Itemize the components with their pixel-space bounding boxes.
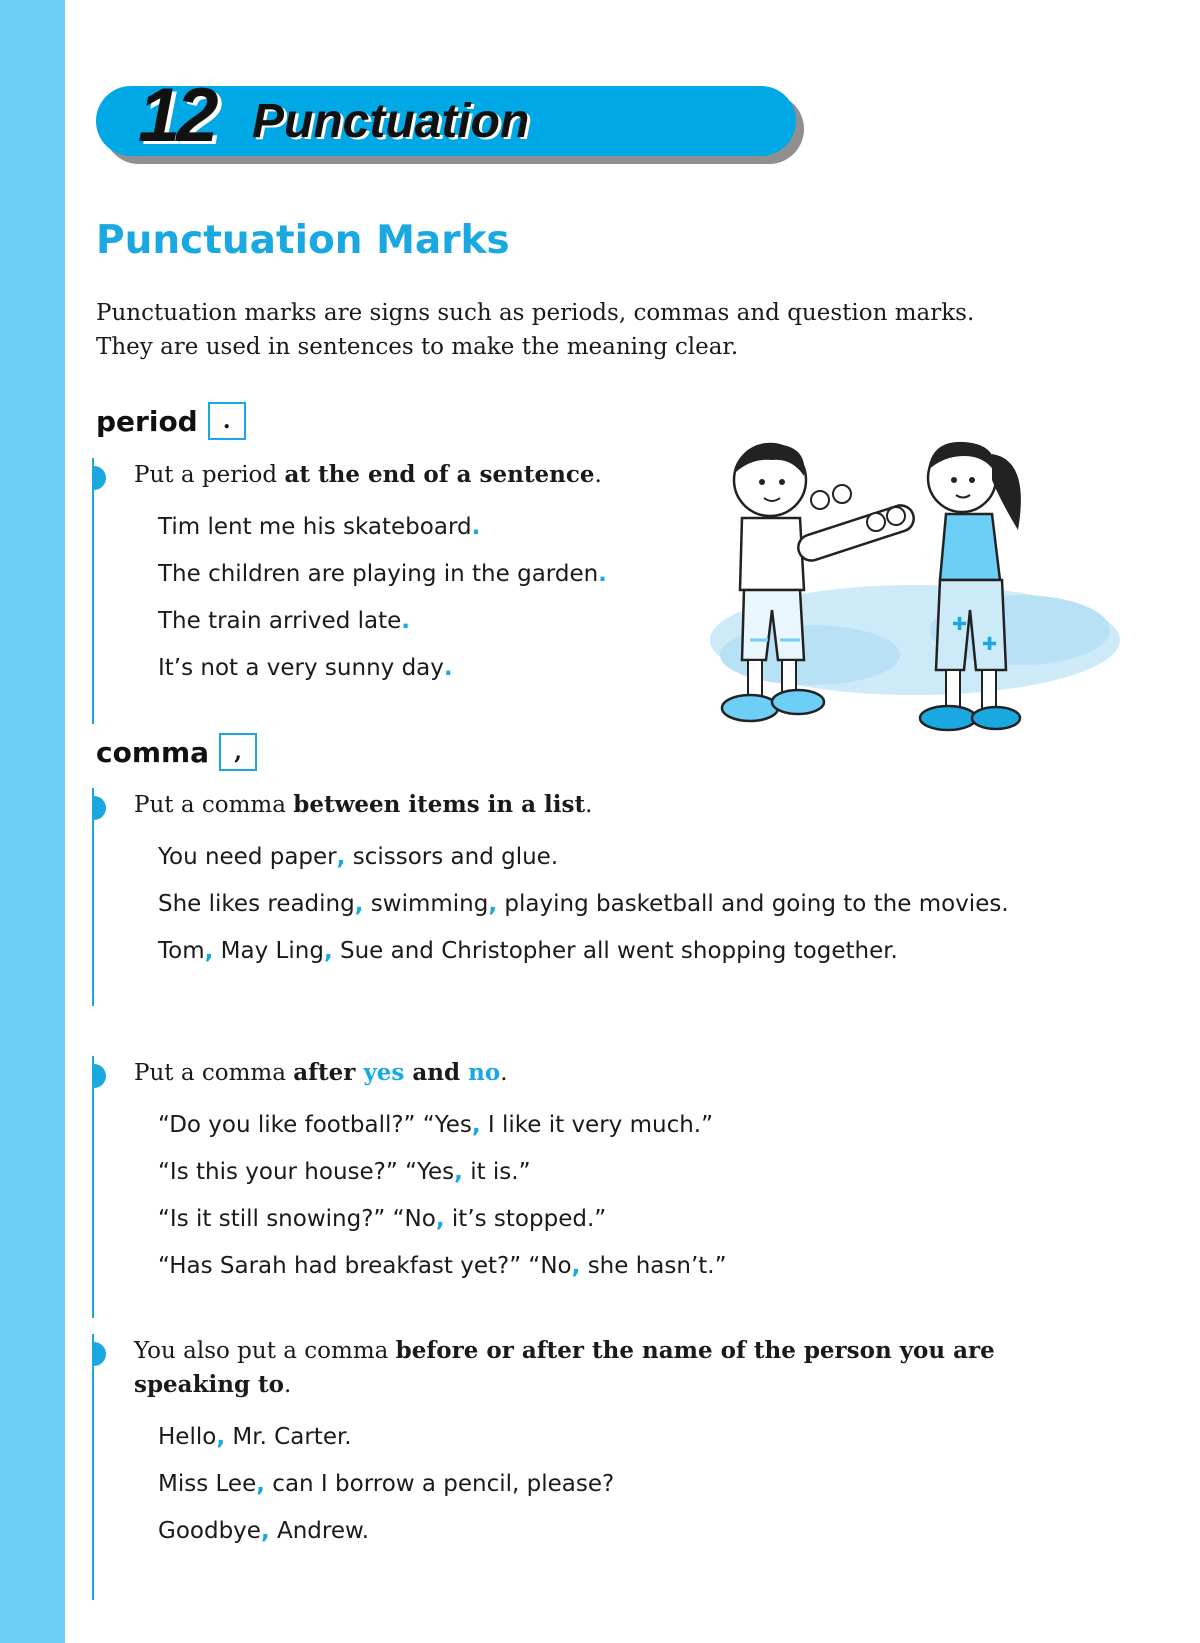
rule-marker [92,1342,106,1366]
period-examples [158,510,607,698]
period-rule-text: Put a period at the end of a sentence. [134,461,602,488]
comma-symbol-box: , [219,733,257,771]
comma-yes-no-examples [158,1108,727,1296]
svg-text:✚: ✚ [982,634,998,655]
rule-marker [92,466,106,490]
period-heading [96,402,246,440]
period-heading-word: period [96,404,198,438]
side-color-band [0,0,65,1643]
chapter-number: 12 [138,73,215,158]
comma-heading [96,733,257,771]
svg-text:✚: ✚ [952,614,968,635]
comma-rule-yes-no-block [92,1056,727,1318]
rule-marker [92,796,106,820]
example-sentence: Miss Lee, can I borrow a pencil, please? [158,1471,615,1497]
period-rule-block [92,458,607,724]
intro-paragraph [96,296,1096,364]
example-sentence: It’s not a very sunny day. [158,655,453,681]
example-sentence: The train arrived late. [158,608,411,634]
example-sentence: You need paper, scissors and glue. [158,844,559,870]
chapter-title: Punctuation [252,95,530,148]
children-skateboard-illustration [700,440,1120,785]
example-sentence: Tom, May Ling, Sue and Christopher all went shopping together. [158,938,898,964]
example-sentence: The children are playing in the garden. [158,561,607,587]
example-sentence: Goodbye, Andrew. [158,1518,370,1544]
example-sentence: “Is it still snowing?” “No, it’s stopped.” [158,1206,607,1232]
comma-rule-name-text: You also put a comma before or after the name of the person you are speaking to. [134,1337,995,1398]
comma-name-examples [158,1420,995,1561]
comma-rule-yes-no-text: Put a comma after yes and no. [134,1059,508,1086]
chapter-banner [96,73,804,164]
comma-rule-list-block [92,788,1009,1006]
example-sentence: “Do you like football?” “Yes, I like it very much.” [158,1112,714,1138]
comma-rule-name-block [92,1334,995,1600]
example-sentence: Tim lent me his skateboard. [158,514,481,540]
rule-marker [92,1064,106,1088]
period-symbol-box: . [208,402,246,440]
section-heading: Punctuation Marks [96,218,510,263]
comma-heading-word: comma [96,735,210,769]
comma-list-examples [158,840,1009,981]
comma-rule-list-text: Put a comma between items in a list. [134,791,593,818]
skateboard [795,485,917,564]
example-sentence: Hello, Mr. Carter. [158,1424,352,1450]
example-sentence: She likes reading, swimming, playing basketball and going to the movies. [158,891,1009,917]
intro-line-2: They are used in sentences to make the meaning clear. [96,334,739,360]
example-sentence: “Has Sarah had breakfast yet?” “No, she hasn’t.” [158,1253,727,1279]
example-sentence: “Is this your house?” “Yes, it is.” [158,1159,531,1185]
intro-line-1: Punctuation marks are signs such as periods, commas and question marks. [96,300,975,326]
